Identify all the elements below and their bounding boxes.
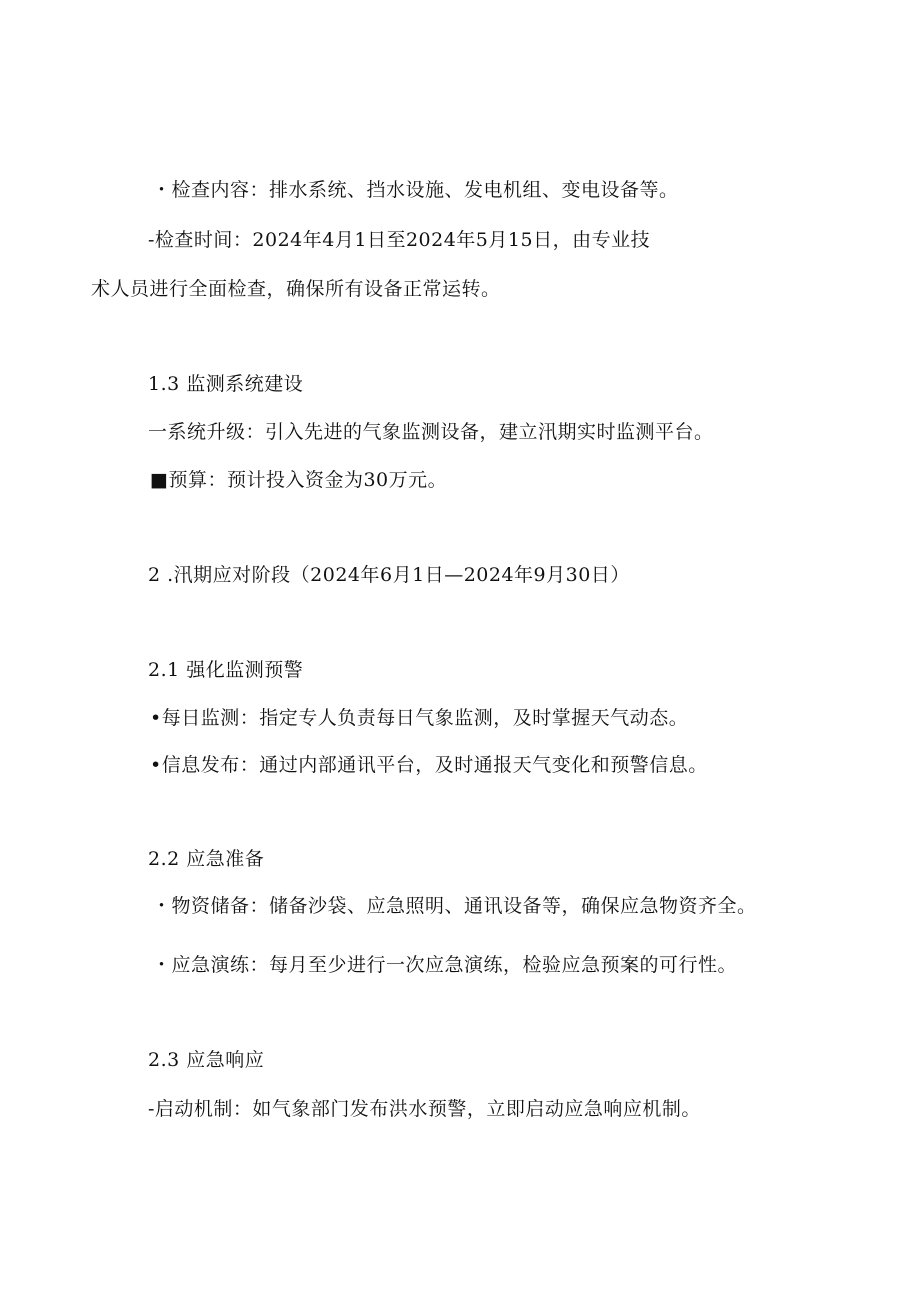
budget-item: ■预算：预计投入资金为30万元。	[150, 469, 448, 491]
section-heading-1-3: 1.3 监测系统建设	[148, 373, 304, 395]
section-heading-2-1: 2.1 强化监测预警	[148, 659, 304, 681]
section-heading-2-3: 2.3 应急响应	[148, 1049, 265, 1071]
check-content-item: ・检查内容：排水系统、挡水设施、发电机组、变电设备等。	[152, 179, 679, 201]
section-heading-2: 2 .汛期应对阶段（2024年6月1日—2024年9月30日）	[148, 564, 630, 586]
section-heading-2-2: 2.2 应急准备	[148, 848, 265, 870]
material-reserve-item: ・物资储备：储备沙袋、应急照明、通讯设备等，确保应急物资齐全。	[152, 895, 757, 917]
check-time-item-continued: 术人员进行全面检查，确保所有设备正常运转。	[91, 278, 501, 300]
check-time-item: -检查时间：2024年4月1日至2024年5月15日，由专业技	[148, 229, 651, 251]
system-upgrade-item: 一系统升级：引入先进的气象监测设备，建立汛期实时监测平台。	[148, 421, 714, 443]
emergency-drill-item: ・应急演练：每月至少进行一次应急演练，检验应急预案的可行性。	[152, 954, 738, 976]
info-release-item: •信息发布：通过内部通讯平台，及时通报天气变化和预警信息。	[150, 754, 708, 776]
activation-mechanism-item: -启动机制：如气象部门发布洪水预警，立即启动应急响应机制。	[148, 1098, 701, 1120]
daily-monitoring-item: •每日监测：指定专人负责每日气象监测，及时掌握天气动态。	[150, 707, 689, 729]
